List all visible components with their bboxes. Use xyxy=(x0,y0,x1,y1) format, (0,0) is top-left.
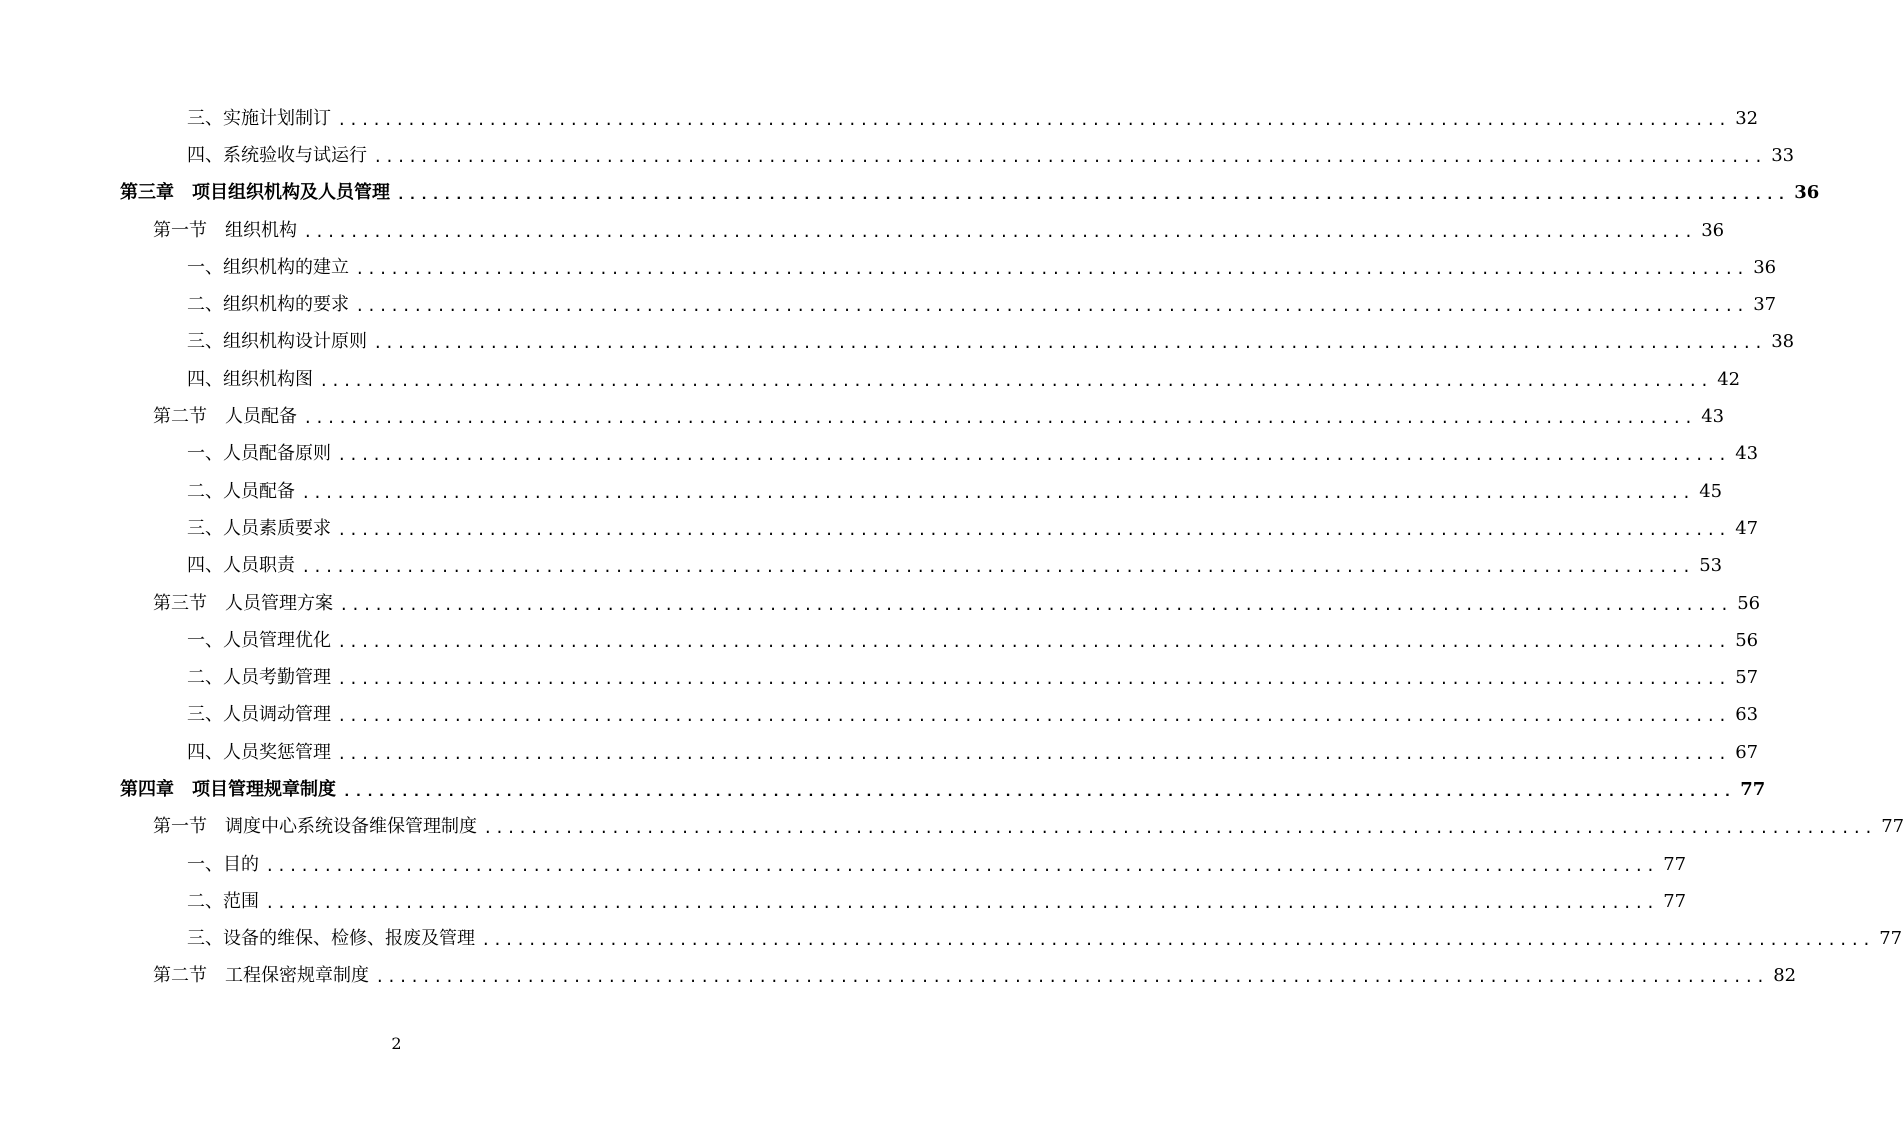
toc-section-entry[interactable] xyxy=(0,809,1904,846)
toc-subsection-entry[interactable] xyxy=(0,734,1759,771)
toc-subsection-entry[interactable] xyxy=(0,473,1723,510)
toc-entry-page: 57 xyxy=(1735,667,1759,689)
toc-subsection-entry[interactable] xyxy=(0,697,1759,734)
toc-entry-title: 三、实施计划制订 xyxy=(187,107,331,129)
toc-dot-leader: ........................................................................................................................ xyxy=(483,820,1876,839)
toc-dot-leader: ........................................................................................................................ xyxy=(339,596,1732,615)
toc-entry-page: 45 xyxy=(1699,480,1723,502)
toc-dot-leader: ........................................................................................................................ xyxy=(355,298,1748,317)
toc-dot-leader: ........................................................................................................................ xyxy=(355,260,1748,279)
toc-entry-page: 77 xyxy=(1740,778,1766,800)
toc-entry-page: 42 xyxy=(1717,368,1741,390)
toc-entry-page: 56 xyxy=(1737,592,1761,614)
toc-entry-page: 77 xyxy=(1663,853,1687,875)
toc-subsection-entry[interactable] xyxy=(0,324,1795,361)
toc-entry-title: 第三章 项目组织机构及人员管理 xyxy=(120,182,390,204)
toc-dot-leader: ........................................................................................................................ xyxy=(373,335,1766,354)
toc-subsection-entry[interactable] xyxy=(0,361,1741,398)
toc-dot-leader: ........................................................................................................................ xyxy=(319,372,1712,391)
page-number: 2 xyxy=(391,1034,402,1053)
toc-subsection-entry[interactable] xyxy=(0,883,1687,920)
toc-section-entry[interactable] xyxy=(0,958,1797,995)
toc-entry-page: 32 xyxy=(1735,107,1759,129)
toc-dot-leader: ........................................................................................................................ xyxy=(301,484,1694,503)
toc-subsection-entry[interactable] xyxy=(0,137,1795,174)
toc-entry-title: 一、人员配备原则 xyxy=(187,443,331,465)
toc-entry-page: 56 xyxy=(1735,629,1759,651)
toc-entry-title: 四、系统验收与试运行 xyxy=(187,144,367,166)
toc-entry-title: 第二节 工程保密规章制度 xyxy=(153,965,369,987)
toc-dot-leader: ........................................................................................................................ xyxy=(373,148,1766,167)
toc-entry-title: 第一节 调度中心系统设备维保管理制度 xyxy=(153,816,477,838)
toc-entry-title: 第一节 组织机构 xyxy=(153,219,297,241)
toc-dot-leader: ........................................................................................................................ xyxy=(337,708,1730,727)
toc-dot-leader: ........................................................................................................................ xyxy=(303,410,1696,429)
toc-subsection-entry[interactable] xyxy=(0,436,1759,473)
toc-dot-leader: ........................................................................................................................ xyxy=(303,223,1696,242)
toc-dot-leader: ........................................................................................................................ xyxy=(375,969,1768,988)
toc-subsection-entry[interactable] xyxy=(0,286,1777,323)
toc-entry-page: 38 xyxy=(1771,331,1795,353)
toc-entry-page: 37 xyxy=(1753,294,1777,316)
toc-subsection-entry[interactable] xyxy=(0,659,1759,696)
toc-dot-leader: ........................................................................................................................ xyxy=(342,782,1735,801)
toc-dot-leader: ........................................................................................................................ xyxy=(301,559,1694,578)
toc-dot-leader: ........................................................................................................................ xyxy=(265,857,1658,876)
toc-entry-page: 33 xyxy=(1771,144,1795,166)
toc-dot-leader: ........................................................................................................................ xyxy=(396,186,1789,205)
toc-entry-title: 一、目的 xyxy=(187,853,259,875)
toc-dot-leader: ........................................................................................................................ xyxy=(337,447,1730,466)
toc-entry-page: 36 xyxy=(1794,182,1820,204)
toc-subsection-entry[interactable] xyxy=(0,100,1759,137)
toc-entry-title: 二、人员配备 xyxy=(187,480,295,502)
toc-entry-title: 四、人员职责 xyxy=(187,555,295,577)
toc-chapter-entry[interactable] xyxy=(0,175,1820,212)
toc-entry-page: 77 xyxy=(1881,816,1904,838)
toc-chapter-entry[interactable] xyxy=(0,771,1766,808)
toc-entry-title: 三、人员素质要求 xyxy=(187,517,331,539)
toc-entry-page: 67 xyxy=(1735,741,1759,763)
toc-entry-page: 43 xyxy=(1701,406,1725,428)
toc-entry-page: 43 xyxy=(1735,443,1759,465)
toc-dot-leader: ........................................................................................................................ xyxy=(337,671,1730,690)
toc-entry-title: 四、组织机构图 xyxy=(187,368,313,390)
toc-entry-title: 四、人员奖惩管理 xyxy=(187,741,331,763)
toc-section-entry[interactable] xyxy=(0,585,1761,622)
toc-entry-title: 二、组织机构的要求 xyxy=(187,294,349,316)
toc-entry-title: 第四章 项目管理规章制度 xyxy=(120,778,336,800)
toc-entry-page: 82 xyxy=(1773,965,1797,987)
toc-subsection-entry[interactable] xyxy=(0,921,1903,958)
toc-entry-title: 三、设备的维保、检修、报废及管理 xyxy=(187,928,475,950)
toc-dot-leader: ........................................................................................................................ xyxy=(337,745,1730,764)
toc-dot-leader: ........................................................................................................................ xyxy=(337,521,1730,540)
toc-entry-title: 一、人员管理优化 xyxy=(187,629,331,651)
toc-section-entry[interactable] xyxy=(0,398,1725,435)
toc-entry-page: 63 xyxy=(1735,704,1759,726)
toc-entry-title: 三、组织机构设计原则 xyxy=(187,331,367,353)
toc-entry-page: 36 xyxy=(1753,256,1777,278)
toc-subsection-entry[interactable] xyxy=(0,510,1759,547)
toc-entry-title: 三、人员调动管理 xyxy=(187,704,331,726)
toc-entry-title: 二、人员考勤管理 xyxy=(187,667,331,689)
toc-entry-page: 47 xyxy=(1735,517,1759,539)
toc-dot-leader: ........................................................................................................................ xyxy=(337,633,1730,652)
toc-subsection-entry[interactable] xyxy=(0,846,1687,883)
table-of-contents xyxy=(0,100,1904,995)
toc-dot-leader: ........................................................................................................................ xyxy=(337,111,1730,130)
toc-subsection-entry[interactable] xyxy=(0,622,1759,659)
toc-subsection-entry[interactable] xyxy=(0,249,1777,286)
toc-entry-title: 二、范围 xyxy=(187,890,259,912)
toc-entry-page: 36 xyxy=(1701,219,1725,241)
toc-section-entry[interactable] xyxy=(0,212,1725,249)
toc-dot-leader: ........................................................................................................................ xyxy=(481,932,1874,951)
toc-entry-page: 77 xyxy=(1663,890,1687,912)
toc-entry-title: 第二节 人员配备 xyxy=(153,406,297,428)
toc-entry-title: 一、组织机构的建立 xyxy=(187,256,349,278)
toc-entry-page: 77 xyxy=(1879,928,1903,950)
toc-subsection-entry[interactable] xyxy=(0,548,1723,585)
toc-entry-page: 53 xyxy=(1699,555,1723,577)
toc-dot-leader: ........................................................................................................................ xyxy=(265,894,1658,913)
toc-entry-title: 第三节 人员管理方案 xyxy=(153,592,333,614)
